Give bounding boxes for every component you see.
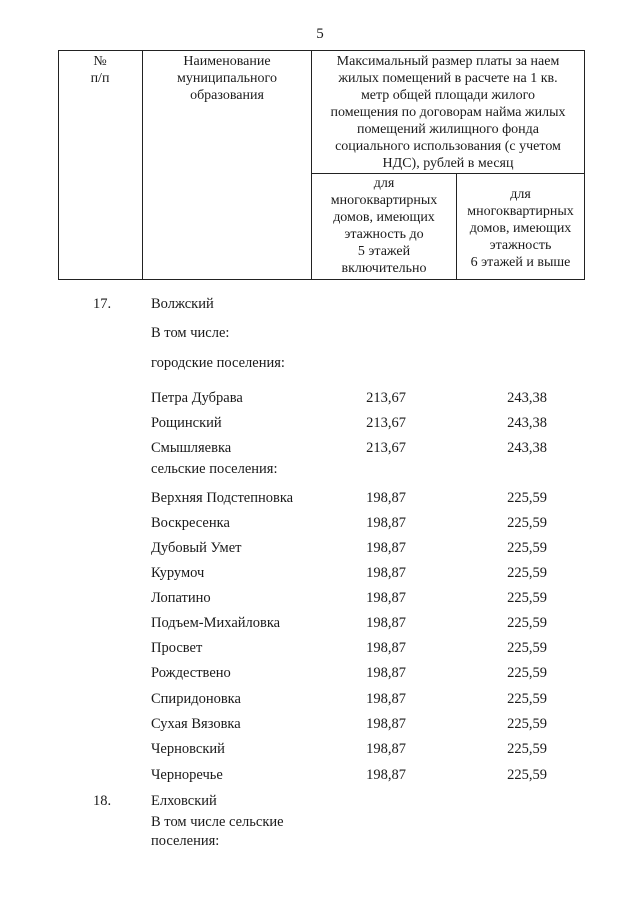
list-item-name: Лопатино — [151, 590, 211, 606]
page-number: 5 — [316, 26, 324, 42]
list-item-name: Петра Дубрава — [151, 390, 243, 406]
list-item-v6: 243,38 — [507, 415, 547, 431]
list-item-v5: 198,87 — [366, 767, 406, 783]
list-item-v5: 198,87 — [366, 716, 406, 732]
list-item-v6: 225,59 — [507, 691, 547, 707]
list-item-name: Курумоч — [151, 565, 205, 581]
list-item-name: Верхняя Подстепновка — [151, 490, 294, 506]
list-item-v5: 198,87 — [366, 741, 406, 757]
list-item-v6: 225,59 — [507, 665, 547, 681]
list-item-name: Сухая Вязовка — [151, 716, 241, 732]
list-item-v5: 198,87 — [366, 590, 406, 606]
list-item-name: Спиридоновка — [151, 691, 241, 707]
list-item-v6: 225,59 — [507, 540, 547, 556]
list-item-name: Черноречье — [151, 767, 223, 783]
list-item-v6: 243,38 — [507, 440, 547, 456]
list-item-name: Рощинский — [151, 415, 222, 431]
list-item-v6: 225,59 — [507, 590, 547, 606]
list-item-v6: 225,59 — [507, 741, 547, 757]
section-17-name: Волжский — [151, 296, 214, 312]
list-item-v6: 225,59 — [507, 565, 547, 581]
urban-label: городские поселения: — [151, 355, 285, 371]
list-item-v6: 225,59 — [507, 515, 547, 531]
list-item-name: Черновский — [151, 741, 225, 757]
list-item-v6: 225,59 — [507, 640, 547, 656]
header-col-number: № п/п — [90, 54, 110, 86]
list-item-name: Просвет — [151, 640, 203, 656]
list-item-v6: 225,59 — [507, 767, 547, 783]
list-item-v5: 198,87 — [366, 540, 406, 556]
list-item-name: Рождествено — [151, 665, 231, 681]
list-item-v6: 225,59 — [507, 615, 547, 631]
section-17-including: В том числе: — [151, 325, 230, 341]
list-item-v5: 213,67 — [366, 415, 406, 431]
section-17-number: 17. — [93, 296, 112, 312]
section-18-name: Елховский — [151, 793, 217, 809]
list-item-v5: 198,87 — [366, 490, 406, 506]
list-item-v5: 198,87 — [366, 665, 406, 681]
list-item-v5: 198,87 — [366, 515, 406, 531]
header-col-max-fee: Максимальный размер платы за наем жилых помещений в расчете на 1 кв. метр общей площади жилого помещения по договорам найма жилых помещений жилищного фонда социального использования (с учетом НДС), рублей в месяц — [330, 54, 566, 171]
section-18-number: 18. — [93, 793, 112, 809]
list-item-name: Смышляевка — [151, 440, 232, 456]
header-sub-6-plus: для многоквартирных домов, имеющих этажность 6 этажей и выше — [467, 187, 574, 270]
list-item-v5: 198,87 — [366, 615, 406, 631]
list-item-name: Дубовый Умет — [151, 540, 242, 556]
header-col-name: Наименование муниципального образования — [177, 54, 277, 103]
list-item-v5: 198,87 — [366, 691, 406, 707]
list-item-v6: 225,59 — [507, 490, 547, 506]
header-sub-up-to-5: для многоквартирных домов, имеющих этажность до 5 этажей включительно — [330, 176, 438, 276]
table-header — [58, 50, 585, 280]
list-item-v5: 198,87 — [366, 565, 406, 581]
list-item-v5: 213,67 — [366, 440, 406, 456]
section-18-including: В том числе сельские поселения: — [151, 814, 284, 849]
list-item-v5: 213,67 — [366, 390, 406, 406]
list-item-name: Воскресенка — [151, 515, 230, 531]
list-item-v6: 243,38 — [507, 390, 547, 406]
list-item-v5: 198,87 — [366, 640, 406, 656]
list-item-v6: 225,59 — [507, 716, 547, 732]
list-item-name: Подъем-Михайловка — [151, 615, 281, 631]
rural-label: сельские поселения: — [151, 461, 278, 477]
